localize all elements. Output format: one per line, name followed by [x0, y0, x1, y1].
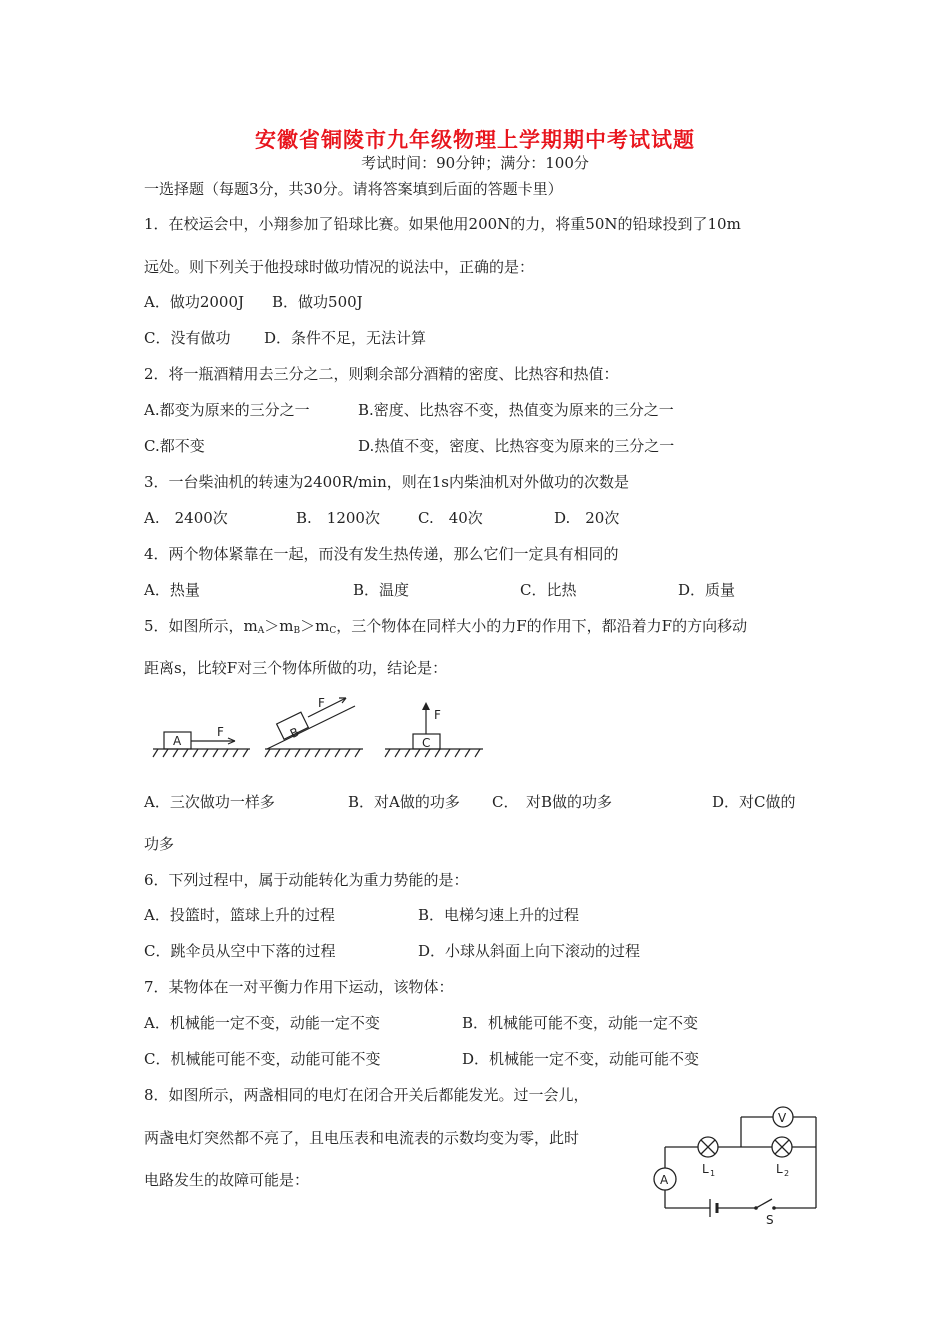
- q4-option-c: C．比热: [520, 581, 577, 599]
- q1-stem-line1: 1．在校运会中，小翔参加了铅球比赛。如果他用200N的力，将重50N的铅球投到了10m: [144, 215, 741, 233]
- q6-option-b: B．电梯匀速上升的过程: [418, 906, 580, 924]
- lamp2-subscript: 2: [784, 1169, 790, 1178]
- q3-option-a: A. 2400次: [144, 509, 228, 527]
- q6-option-d: D．小球从斜面上向下滚动的过程: [418, 942, 641, 960]
- q7-stem: 7．某物体在一对平衡力作用下运动，该物体：: [144, 978, 454, 996]
- block-a-label: A: [173, 734, 182, 748]
- q1-stem-line2: 远处。则下列关于他投球时做功情况的说法中，正确的是：: [144, 258, 535, 276]
- q5-option-d-continued: 功多: [144, 835, 175, 853]
- section-heading: 一选择题（每题3分，共30分。请将答案填到后面的答题卡里）: [144, 180, 563, 198]
- exam-info: 考试时间：90分钟；满分：100分: [361, 154, 589, 172]
- q7-option-b: B．机械能可能不变，动能一定不变: [462, 1014, 699, 1032]
- block-c-label: C: [422, 736, 431, 750]
- q5-option-c: C． 对B做的功多: [492, 793, 613, 811]
- q2-option-a: A.都变为原来的三分之一: [144, 401, 310, 419]
- q8-stem-line3: 电路发生的故障可能是：: [144, 1171, 310, 1189]
- q8-stem-line2: 两盏电灯突然都不亮了，且电压表和电流表的示数均变为零，此时: [144, 1129, 580, 1147]
- q3-option-c: C. 40次: [418, 509, 483, 527]
- switch-label: S: [766, 1213, 774, 1227]
- q8-circuit-diagram: [648, 1100, 828, 1230]
- q7-option-d: D．机械能一定不变，动能可能不变: [462, 1050, 700, 1068]
- block-b-label: B: [287, 724, 302, 741]
- q6-option-a: A．投篮时，篮球上升的过程: [144, 906, 335, 924]
- q4-stem: 4．两个物体紧靠在一起，而没有发生热传递，那么它们一定具有相同的: [144, 545, 619, 563]
- q3-stem: 3．一台柴油机的转速为2400R/min，则在1s内柴油机对外做功的次数是: [144, 473, 629, 491]
- q6-option-c: C．跳伞员从空中下落的过程: [144, 942, 336, 960]
- lamp1-label: L: [702, 1162, 709, 1176]
- q2-option-b: B.密度、比热容不变，热值变为原来的三分之一: [358, 401, 674, 419]
- q5-stem-line1: 5．如图所示，$m_A>m_B>m_C$，三个物体在同样大小的力F的作用下，都沿着力F的方向移动: [144, 617, 748, 636]
- q5-force-diagram: [150, 692, 490, 767]
- q3-option-b: B. 1200次: [296, 509, 380, 527]
- q4-option-d: D．质量: [678, 581, 736, 599]
- q2-option-c: C.都不变: [144, 437, 205, 455]
- q5-option-a: A．三次做功一样多: [144, 793, 275, 811]
- q7-option-a: A．机械能一定不变，动能一定不变: [144, 1014, 380, 1032]
- q6-stem: 6．下列过程中，属于动能转化为重力势能的是：: [144, 871, 469, 889]
- force-b-label: F: [318, 696, 325, 710]
- ammeter-label: A: [660, 1173, 669, 1187]
- force-c-label: F: [434, 708, 441, 722]
- q1-option-c: C．没有做功: [144, 329, 231, 347]
- lamp2-label: L: [776, 1162, 783, 1176]
- q5-option-b: B．对A做的功多: [348, 793, 460, 811]
- q4-option-a: A．热量: [144, 581, 200, 599]
- q3-option-d: D. 20次: [554, 509, 620, 527]
- q1-option-a: A．做功2000J: [144, 293, 245, 311]
- q7-option-c: C．机械能可能不变，动能可能不变: [144, 1050, 381, 1068]
- q5-stem-line2: 距离s，比较F对三个物体所做的功，结论是：: [144, 659, 448, 677]
- q4-option-b: B．温度: [353, 581, 410, 599]
- q5-option-d: D．对C做的: [712, 793, 796, 811]
- q2-option-d: D.热值不变，密度、比热容变为原来的三分之一: [358, 437, 675, 455]
- force-a-label: F: [217, 725, 224, 739]
- q1-option-d: D．条件不足，无法计算: [264, 329, 427, 347]
- lamp1-subscript: 1: [710, 1169, 716, 1178]
- q8-stem-line1: 8．如图所示，两盏相同的电灯在闭合开关后都能发光。过一会儿，: [144, 1086, 589, 1104]
- q2-stem: 2．将一瓶酒精用去三分之二，则剩余部分酒精的密度、比热容和热值：: [144, 365, 619, 383]
- voltmeter-label: V: [778, 1111, 787, 1125]
- page-title: 安徽省铜陵市九年级物理上学期期中考试试题: [255, 128, 695, 152]
- q1-option-b: B．做功500J: [272, 293, 363, 311]
